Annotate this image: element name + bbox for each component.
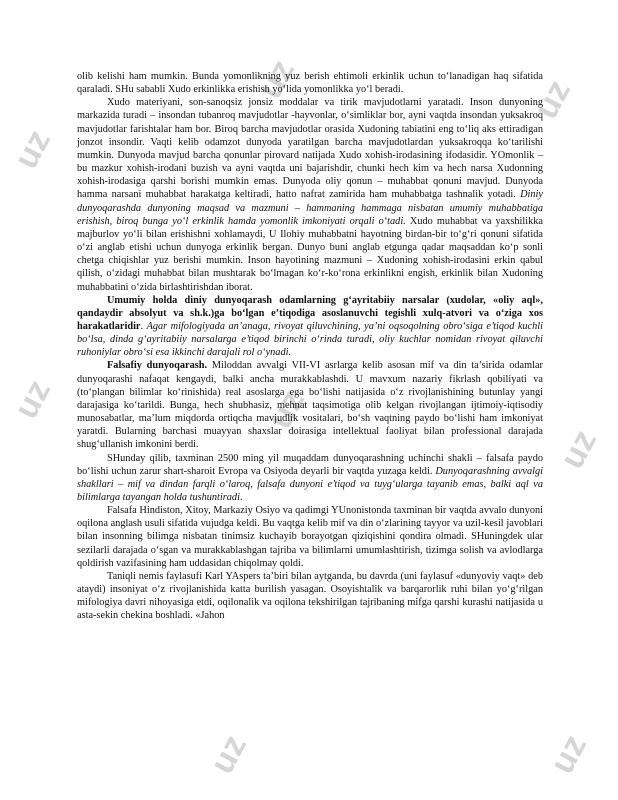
body-text [77, 70, 543, 623]
paragraph-text: Xudo materiyani, son-sanoqsiz jonsiz moddalar va tirik mavjudotlarni yaratadi. Inson dunyoning markazida turadi – insondan tubanroq mavjudotlar -hayvonlar, o‘simliklar bor, ayni vaqtda insondan yuksakroq mavjudotlar farishtalar ham bor. Biroq barcha mavjudotlar orasida Xudoning tabiatini eng to‘liq aks ettiradigan jonzot insondir. Vaqti kelib odamzot dunyoda yaratilgan barcha mavjudotlardan yuksakroqqa ko‘tarilishi mumkin. Dunyoda mavjud barcha qonunlar pirovard natijada Xudo xohish-irodasining ifodasidir. YOmonlik – bu mazkur xohish-irodani buzish va ayni vaqtda uni bajarishdir, chunki hech kim va hech narsa Xudonning xohish-irodasiga qarshi borishi mumkin emas. Dunyoda oliy qonun – muhabbat qonuni mavjud. Dunyoda hamma narsani muhabbat harakatga keltiradi, hatto nafrat zamirida ham muhabbatga tashnalik yotadi. [77, 97, 543, 201]
paragraph-text: Miloddan avvalgi VII-VI asrlarga kelib asosan mif va din ta’sirida odamlar dunyoqarashi nafaqat kengaydi, balki ancha murakkablashdi. U mavxum nazariy fikrlash qobiliyati va (to‘plangan bilimlar ko‘rinishida) real asoslarga ega bo‘lishi natijasida o‘z rivojlanishining butunlay yangi darajasiga ko‘tarildi. Bunga, hech shubhasiz, mehnat taqsimotiga olib kelgan rivojlangan ijtimoiy-iqtisodiy munosabatlar, ma’lum miqdorda ortiqcha mavjudlik vositalari, bo‘sh vaqtning paydo bo‘lishi ham imkoniyat yaratdi. Bularning barchasi muayyan shaxslar doirasiga intellektual faoliyat bilan professional darajada shug‘ullanish imkonini berdi. [77, 360, 543, 451]
watermark: uz [6, 123, 59, 175]
paragraph [77, 294, 543, 360]
paragraph-text: Falsafa Hindiston, Xitoy, Markaziy Osiyo va qadimgi YUnonistonda taxminan bir vaqtda avvalo dunyoni oqilona anglash usuli sifatida vujudga keldi. Bu vaqtga kelib mif va din o‘zlarining tayyor va uzil-kesil javoblari bilan insonning bilimga nisbatan tinimsiz kuchayib borayotgan qiziqishini qondira olmadi. SHuningdek ular sezilarli darajada o‘sgan va murakkablashgan tajriba va bilimlarni umumlashtirish, tizimga solish va avlodlarga qoldirish vazifasining ham uddasidan chiqolmay qoldi. [77, 505, 543, 569]
italic-text: Agar mifologiyada an’anaga, rivoyat qiluvchining, ya’ni oqsoqolning obro‘siga e’tiqod kuchli bo‘lsa, dinda g‘ayritabiiy narsalarga e’tiqod birinchi o‘rinda turadi, oliy kuchlar nomidan rivoyat qiluvchi ruhoniylar obro‘si esa ikkinchi darajali rol o‘ynadi. [77, 320, 543, 359]
watermark: uz [260, 383, 313, 435]
watermark: uz [250, 53, 303, 105]
paragraph-text: . [239, 492, 243, 503]
paragraph [77, 96, 543, 293]
watermark: uz [552, 423, 605, 475]
paragraph-text: SHunday qilib, taxminan 2500 ming yil muqaddam dunyoqarashning uchinchi shakli – falsafa paydo bo‘lishi uchun zarur shart-sharoit Evropa va Osiyoda deyarli bir vaqtda yuzaga keldi. [77, 452, 543, 477]
italic-text: Dunyoqarashning avvalgi shakllari – mif va dindan farqli o‘laroq, falsafa dunyoni e’tiqod va tuyg‘ularga tayanib emas, balki aql va bilimlarga tayangan holda tushuntiradi [77, 465, 543, 503]
paragraph-text: . [140, 320, 147, 332]
paragraph-text: olib kelishi ham mumkin. Bunda yomonlikning yuz berish ehtimoli erkinlik uchun to‘lanadigan haq sifatida qaraladi. SHu sababli Xudo erkinlikka erishish yo‘lida yomonlikka yo‘l beradi. [77, 71, 543, 96]
paragraph [77, 359, 543, 451]
watermark: uz [542, 728, 595, 780]
paragraph [77, 70, 543, 96]
bold-text: Umumiy holda diniy dunyoqarash odamlarning g‘ayritabiiy narsalar (xudolar, «oliy aql», qandaydir absolyut va sh.k.)ga bo‘lgan e’tiqodiga asoslanuvchi tegishli xulq-atvori va o‘ziga xos harakatlaridir [77, 294, 543, 332]
paragraph-text: Xudo muhabbat va yaxshilikka majburlov yo‘li bilan erishishni xohlamaydi, U Ilohiy muhabbatni hayotning birdan-bir to‘g‘ri qonuni sifatida o‘zi anglab etishi uchun dunyoga erkinlik bergan. Dunyo buni anglab etgunga qadar maqsaddan ko‘p sonli chetga chiqishlar yuz berishi mumkin. Inson hayotining mazmuni – Xudoning xohish-irodasini erkin qabul qilish, o‘zidagi muhabbat bilan mushtarak bo‘lmagan ko‘r-ko‘rona erkinlikni engish, erkinlik bilan Xudoning muhabbatini o‘zida birlashtirishdan iborat. [77, 215, 543, 293]
watermark: uz [6, 373, 59, 425]
paragraph [77, 504, 543, 570]
bold-text: Falsafiy dunyoqarash. [107, 360, 208, 372]
watermark: uz [526, 73, 579, 125]
paragraph [77, 452, 543, 505]
watermark: uz [202, 728, 255, 780]
paragraph-text: Taniqli nemis faylasufi Karl YAspers ta’biri bilan aytganda, bu davrda (uni faylasuf «dunyoviy vaqt» deb ataydi) insoniyat o‘z rivojlanishida katta burilish yasagan. Osoyishtalik va barqarorlik ruhi bilan yo‘g‘rilgan mifologiya davri nihoyasiga etdi, oqilonalik va oqilona tekshirilgan tajribaning mifga qarshi kurashi natijasida u asta-sekin chekina boshladi. «Jahon [77, 570, 543, 622]
italic-text: Diniy dunyoqarashda dunyoning maqsad va mazmuni – hammaning hammaga nisbatan umumiy muhabbatiga erishish, biroq bunga yo‘l erkinlik hamda yomonlik imkoniyati orqali o‘tadi. [77, 189, 543, 227]
paragraph [77, 570, 543, 623]
